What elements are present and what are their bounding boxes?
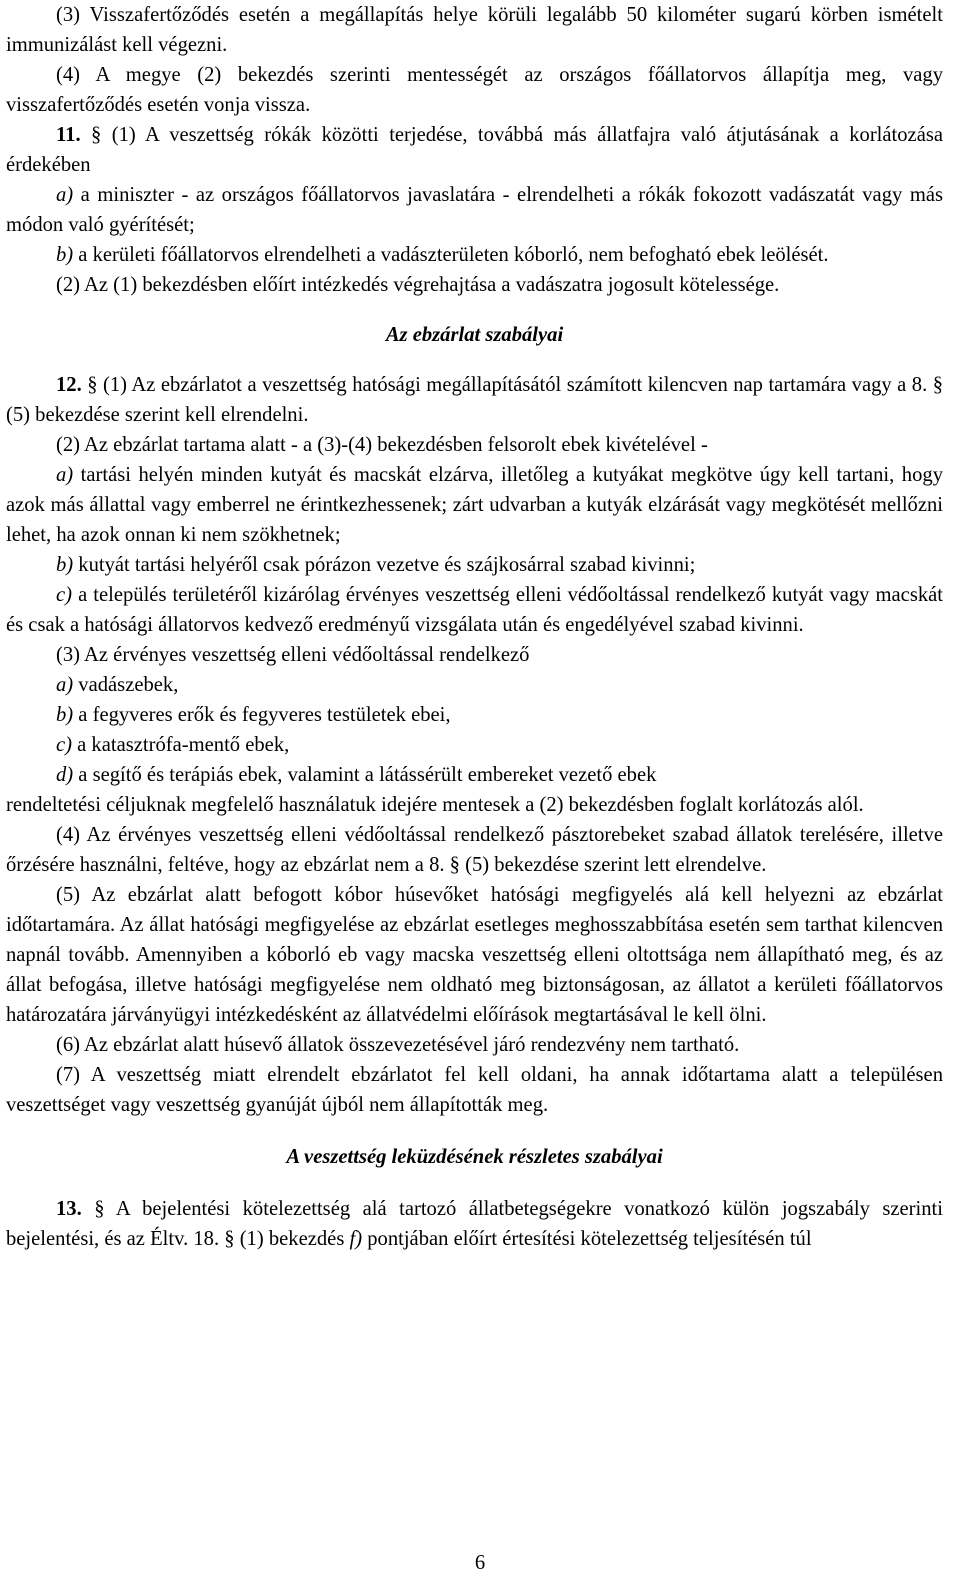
paragraph-text: (3) Az érvényes veszettség elleni védőoltással rendelkező — [56, 644, 530, 666]
section-number: 13. — [56, 1198, 82, 1220]
paragraph-text: rendeltetési céljuknak megfelelő használatuk idejére mentesek a (2) bekezdésben foglalt korlátozás alól. — [6, 794, 864, 816]
point-label: c) — [56, 734, 72, 756]
paragraph-text: (2) Az (1) bekezdésben előírt intézkedés végrehajtása a vadászatra jogosult kötelessége. — [56, 274, 780, 296]
paragraph-text: (3) Visszafertőződés esetén a megállapítás helye körüli legalább 50 kilométer sugarú körben ismételt immunizálást kell végezni. — [6, 4, 943, 56]
section-number: 12. — [56, 374, 82, 396]
paragraph-text: kutyát tartási helyéről csak pórázon vezetve és szájkosárral szabad kivinni; — [73, 554, 696, 576]
section-11-1 — [6, 120, 943, 180]
section-12-3-a — [6, 670, 943, 700]
paragraph-text: § A bejelentési kötelezettség alá tartozó állatbetegségekre vonatkozó külön jogszabály szerinti bejelentési, és az Éltv. 18. § (1) bekezdés — [6, 1198, 943, 1250]
heading-leküzdes: A veszettség leküzdésének részletes szabályai — [286, 1146, 663, 1168]
section-12-6 — [6, 1030, 943, 1060]
section-12-4 — [6, 820, 943, 880]
paragraph-text: (6) Az ebzárlat alatt húsevő állatok összevezetésével járó rendezvény nem tartható. — [56, 1034, 740, 1056]
spacer — [6, 300, 943, 320]
section-12-3 — [6, 640, 943, 670]
section-11-2 — [6, 270, 943, 300]
paragraph-text: a fegyveres erők és fegyveres testületek ebei, — [73, 704, 451, 726]
paragraph-text: a település területéről kizárólag érvényes veszettség elleni védőoltással rendelkező kutyát vagy macskát és csak a hatósági állatorvos kedvező eredményű vizsgálata után és engedélyével szabad kivinni. — [6, 584, 943, 636]
document-body — [6, 0, 943, 1254]
section-11-1-b — [6, 240, 943, 270]
spacer — [6, 1120, 943, 1142]
paragraph-text: § (1) Az ebzárlatot a veszettség hatósági megállapításától számított kilencven nap tartamára vagy a 8. § (5) bekezdése szerint kell elrendelni. — [6, 374, 943, 426]
section-13 — [6, 1194, 943, 1254]
point-label: a) — [56, 184, 74, 206]
section-12-3-c — [6, 730, 943, 760]
section-12-5 — [6, 880, 943, 1030]
paragraph-text: pontjában előírt értesítési kötelezettség teljesítésén túl — [362, 1228, 812, 1250]
spacer — [6, 1172, 943, 1194]
section-12-3-b — [6, 700, 943, 730]
paragraph-text: (4) Az érvényes veszettség elleni védőoltással rendelkező pásztorebeket szabad állatok terelésére, illetve őrzésére használni, feltéve, hogy az ebzárlat nem a 8. § (5) bekezdése szerint lett elrendelve. — [6, 824, 943, 876]
paragraph-10-3 — [6, 0, 943, 60]
section-12-2-b — [6, 550, 943, 580]
paragraph-text: § (1) A veszettség rókák közötti terjedése, továbbá más állatfajra való átjutásának a korlátozása érdekében — [6, 124, 943, 176]
paragraph-text: (7) A veszettség miatt elrendelt ebzárlatot fel kell oldani, ha annak időtartama alatt a településen veszettséget vagy veszettség gyanúját újból nem állapították meg. — [6, 1064, 943, 1116]
paragraph-10-4 — [6, 60, 943, 120]
paragraph-text: a katasztrófa-mentő ebek, — [72, 734, 290, 756]
point-label: b) — [56, 704, 74, 726]
paragraph-text: (5) Az ebzárlat alatt befogott kóbor húsevőket hatósági megfigyelés alá kell helyezni az ebzárlat időtartamára. Az állat hatósági megfigyelése az ebzárlat esetleges meghosszabbítása esetén sem tarthat kilencven napnál tovább. Amennyiben a kóborló eb vagy macska veszettség elleni oltottsága nem állapítható meg, és az állat befogása, illetve hatósági megfigyelése nem oldható meg biztonságosan, az állatot a kerületi főállatorvos határozatára járványügyi intézkedésként az állatvédelmi előírások megtartásával le kell ölni. — [6, 884, 943, 1026]
point-label: b) — [56, 554, 74, 576]
spacer — [6, 350, 943, 370]
point-label: c) — [56, 584, 72, 606]
section-12-2 — [6, 430, 943, 460]
section-11-1-a — [6, 180, 943, 240]
paragraph-text: (2) Az ebzárlat tartama alatt - a (3)-(4) bekezdésben felsorolt ebek kivételével - — [56, 434, 708, 456]
point-label: d) — [56, 764, 74, 786]
section-12-3-tail — [6, 790, 943, 820]
section-12-7 — [6, 1060, 943, 1120]
section-12-2-a — [6, 460, 943, 550]
point-label: a) — [56, 464, 74, 486]
paragraph-text: tartási helyén minden kutyát és macskát elzárva, illetőleg a kutyákat megkötve úgy kell tartani, hogy azok más állattal vagy emberrel ne érintkezhessenek; zárt udvarban a kutyák elzárását vagy megkötését mellőzni lehet, ha azok onnan ki nem szökhetnek; — [6, 464, 943, 546]
page-number: 6 — [474, 1552, 486, 1574]
paragraph-text: a kerületi főállatorvos elrendelheti a vadászterületen kóborló, nem befogható ebek leölését. — [73, 244, 829, 266]
section-number: 11. — [56, 124, 81, 146]
section-12-1 — [6, 370, 943, 430]
point-label: a) — [56, 674, 74, 696]
paragraph-text: a segítő és terápiás ebek, valamint a látássérült embereket vezető ebek — [73, 764, 657, 786]
section-12-2-c — [6, 580, 943, 640]
paragraph-text: vadászebek, — [73, 674, 179, 696]
paragraph-text: (4) A megye (2) bekezdés szerinti mentességét az országos főállatorvos állapítja meg, vagy visszafertőződés esetén vonja vissza. — [6, 64, 943, 116]
point-label: b) — [56, 244, 74, 266]
point-label: f) — [349, 1228, 363, 1250]
heading-ebzarlat: Az ebzárlat szabályai — [385, 324, 564, 346]
section-12-3-d — [6, 760, 943, 790]
paragraph-text: a miniszter - az országos főállatorvos javaslatára - elrendelheti a rókák fokozott vadászatát vagy más módon való gyérítését; — [6, 184, 943, 236]
